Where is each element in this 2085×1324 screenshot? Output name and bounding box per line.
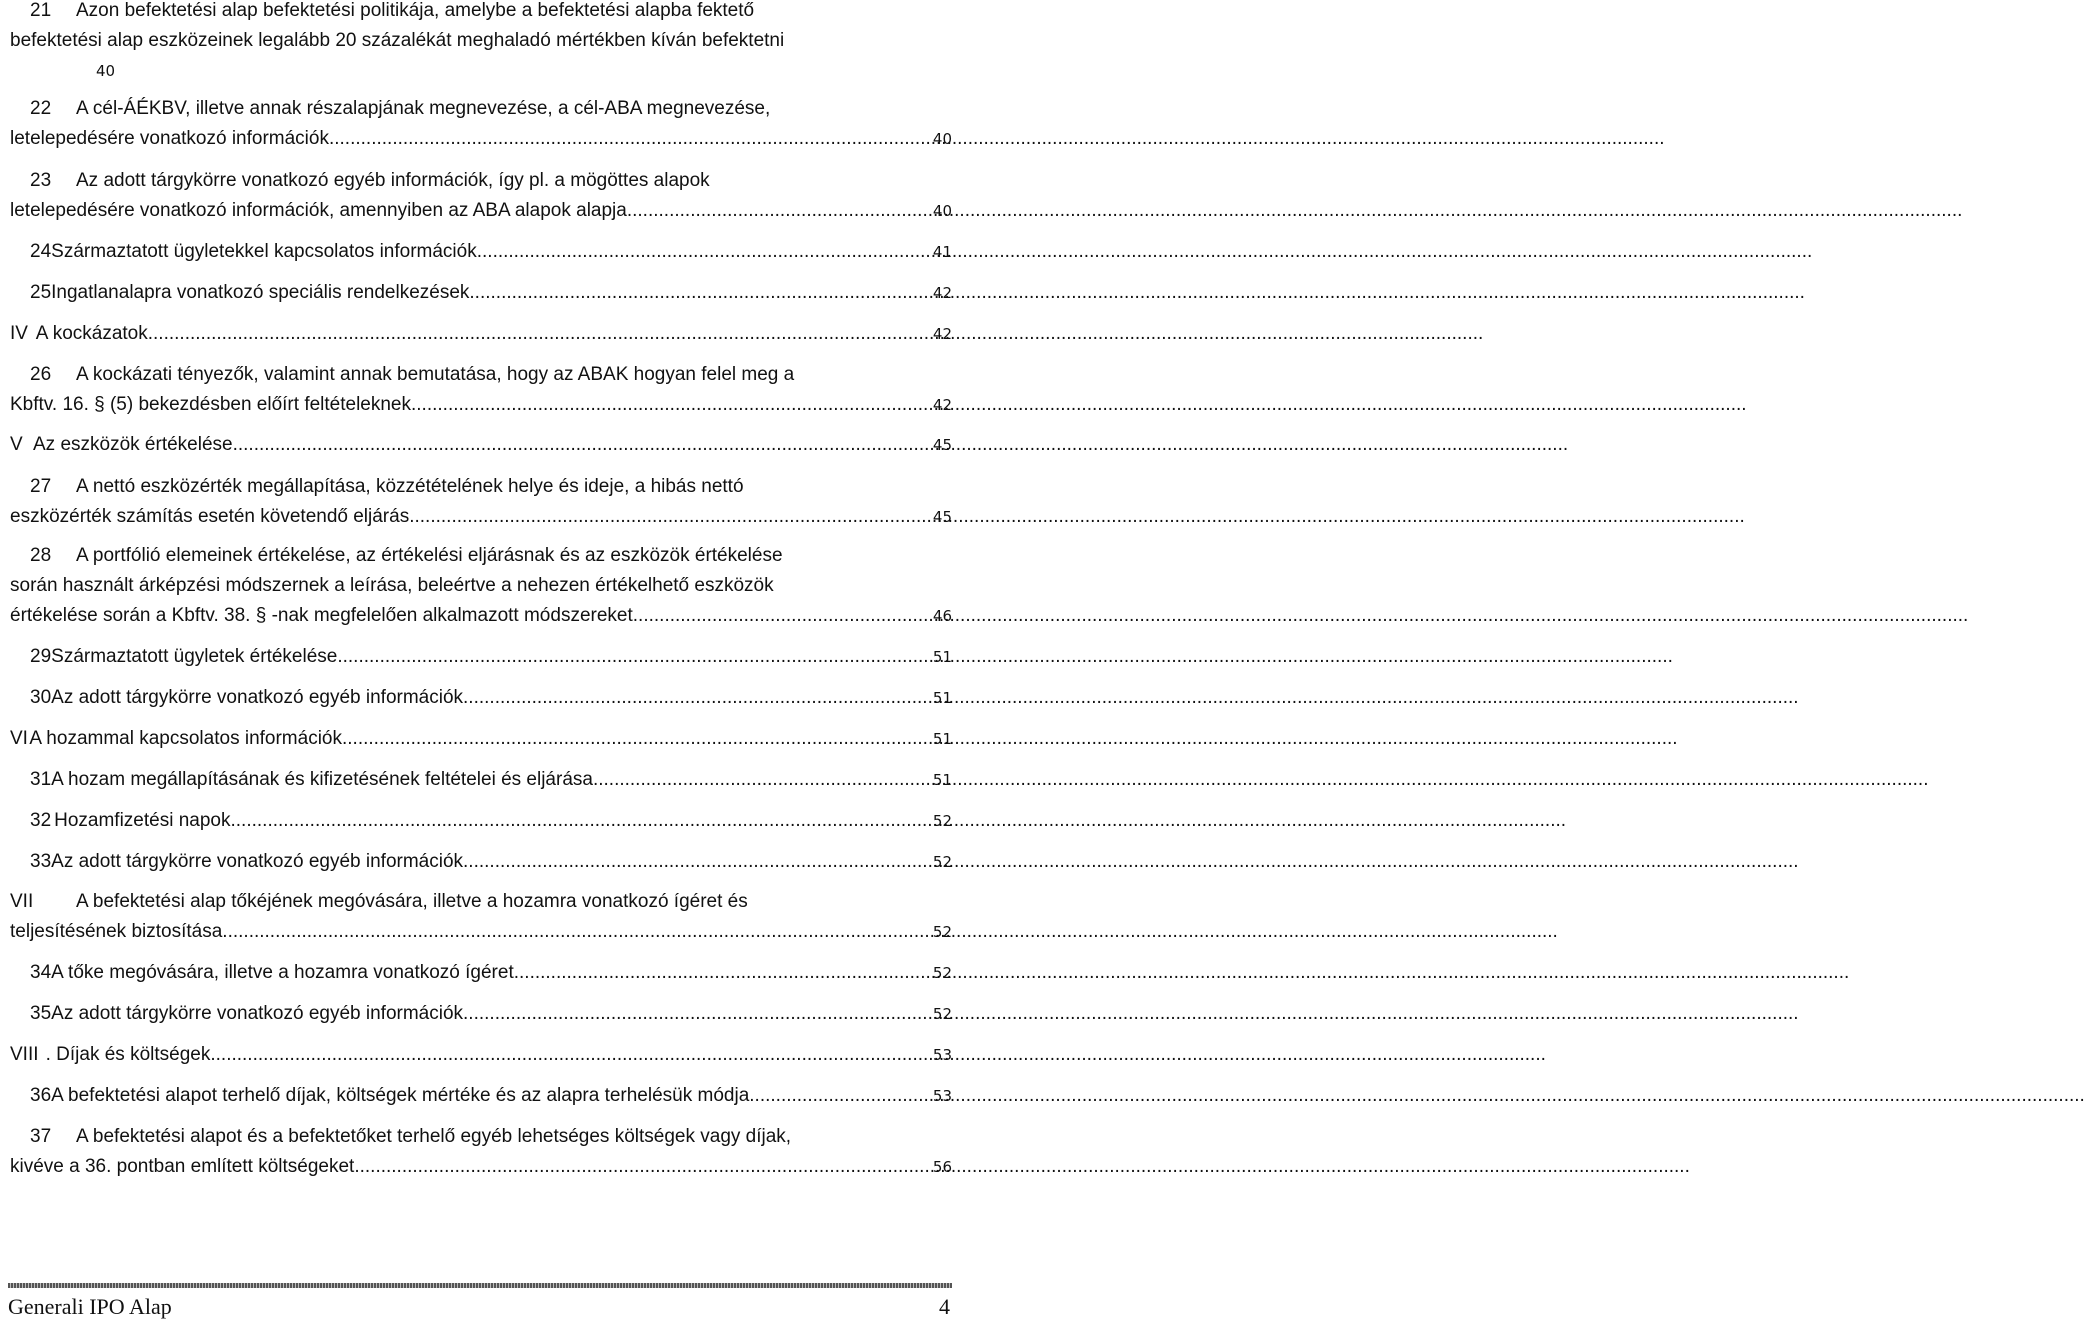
toc-page-number: 52 xyxy=(932,812,952,830)
toc-number: 30 xyxy=(30,687,52,708)
toc-section-VIII[interactable] xyxy=(10,1040,952,1070)
toc-title-continued: befektetési alap eszközeinek legalább 20 százalékát meghaladó mértékben kíván befektetni xyxy=(10,30,785,51)
toc-title: Az adott tárgykörre vonatkozó egyéb információk xyxy=(51,687,464,708)
dot-leader xyxy=(469,278,931,308)
dot-leader xyxy=(477,237,931,267)
toc-page-number: 53 xyxy=(932,1087,952,1105)
dot-leader xyxy=(633,601,931,631)
toc-number: 21 xyxy=(30,0,52,21)
toc-entry-28[interactable] xyxy=(10,541,952,631)
toc-section-VII[interactable] xyxy=(10,887,952,947)
toc-title-continued: Kbftv. 16. § (5) bekezdésben előírt feltételeknek xyxy=(10,394,411,415)
toc-page-number: 40 xyxy=(96,62,116,80)
dot-leader xyxy=(749,1081,931,1111)
toc-entry-23[interactable] xyxy=(10,166,952,226)
toc-title: Származtatott ügyletek értékelése xyxy=(51,646,338,667)
toc-page-number: 46 xyxy=(932,607,952,625)
toc-title: A hozam megállapításának és kifizetésének feltételei és eljárása xyxy=(51,769,593,790)
toc-page-number: 53 xyxy=(932,1046,952,1064)
dot-leader xyxy=(593,765,931,795)
dot-leader xyxy=(222,917,931,947)
dot-leader xyxy=(409,502,931,532)
toc-number: 37 xyxy=(30,1126,52,1147)
toc-entry-32[interactable] xyxy=(10,806,952,836)
toc-title: A hozammal kapcsolatos információk xyxy=(29,728,342,749)
dot-leader xyxy=(463,683,931,713)
toc-title: A tőke megóvására, illetve a hozamra vonatkozó ígéret xyxy=(51,962,514,983)
toc-page-number: 45 xyxy=(932,436,952,454)
dot-leader xyxy=(342,724,931,754)
toc-title: A nettó eszközérték megállapítása, közzétételének helye és ideje, a hibás nettó xyxy=(76,476,744,497)
toc-number: 35 xyxy=(30,1003,52,1024)
toc-title-continued: letelepedésére vonatkozó információk xyxy=(10,128,329,149)
toc-section-number: IV xyxy=(10,323,28,344)
toc-title: Azon befektetési alap befektetési politikája, amelybe a befektetési alapba fektető xyxy=(76,0,755,21)
toc-entry-36[interactable] xyxy=(10,1081,952,1111)
toc-page-number: 52 xyxy=(932,1005,952,1023)
toc-section-number: VII xyxy=(10,891,34,912)
toc-number: 33 xyxy=(30,851,52,872)
toc-title: Az adott tárgykörre vonatkozó egyéb információk xyxy=(51,851,464,872)
dot-leader xyxy=(210,1040,931,1070)
toc-number: 27 xyxy=(30,476,52,497)
toc-page-number: 40 xyxy=(932,130,952,148)
toc-entry-30[interactable] xyxy=(10,683,952,713)
toc-title: Hozamfizetési napok xyxy=(54,810,231,831)
toc-title-continued: kivéve a 36. pontban említett költségeket xyxy=(10,1156,355,1177)
toc-title: Az eszközök értékelése xyxy=(33,434,233,455)
toc-title: A befektetési alapot terhelő díjak, költségek mértéke és az alapra terhelésük módja xyxy=(51,1085,750,1106)
toc-title-continued: letelepedésére vonatkozó információk, amennyiben az ABA alapok alapja xyxy=(10,200,627,221)
toc-section-V[interactable] xyxy=(10,430,952,460)
toc-title: A kockázatok xyxy=(35,323,148,344)
toc-page-number: 41 xyxy=(932,243,952,261)
toc-title: Az adott tárgykörre vonatkozó egyéb információk, így pl. a mögöttes alapok xyxy=(76,170,710,191)
toc-page-number: 40 xyxy=(932,202,952,220)
toc-number: 34 xyxy=(30,962,52,983)
toc-entry-22[interactable] xyxy=(10,94,952,154)
dot-leader xyxy=(337,642,931,672)
toc-page-number: 51 xyxy=(932,730,952,748)
toc-title-continued: értékelése során a Kbftv. 38. § -nak megfelelően alkalmazott módszereket xyxy=(10,605,633,626)
toc-entry-24[interactable] xyxy=(10,237,952,267)
toc-title: A cél-ÁÉKBV, illetve annak részalapjának megnevezése, a cél-ABA megnevezése, xyxy=(76,98,771,119)
toc-title-continued: teljesítésének biztosítása xyxy=(10,921,223,942)
footer-divider xyxy=(8,1283,952,1288)
toc-number: 31 xyxy=(30,769,52,790)
dot-leader xyxy=(231,806,931,836)
toc-page-number: 52 xyxy=(932,853,952,871)
toc-title: . Díjak és költségek xyxy=(45,1044,211,1065)
toc-number: 25 xyxy=(30,282,52,303)
toc-entry-37[interactable] xyxy=(10,1122,952,1182)
toc-section-number: VIII xyxy=(10,1044,39,1065)
toc-page-number: 42 xyxy=(932,284,952,302)
dot-leader xyxy=(463,999,931,1029)
toc-title: A kockázati tényezők, valamint annak bemutatása, hogy az ABAK hogyan felel meg a xyxy=(76,364,795,385)
toc-page-number: 51 xyxy=(932,648,952,666)
dot-leader xyxy=(233,430,931,460)
toc-number: 22 xyxy=(30,98,52,119)
toc-page-number: 56 xyxy=(932,1158,952,1176)
dot-leader xyxy=(514,958,931,988)
toc-page-number: 51 xyxy=(932,689,952,707)
toc-number: 36 xyxy=(30,1085,52,1106)
toc-section-number: V xyxy=(10,434,23,455)
toc-page-number: 52 xyxy=(932,923,952,941)
toc-title-continued: eszközérték számítás esetén követendő eljárás xyxy=(10,506,410,527)
toc-title: Ingatlanalapra vonatkozó speciális rendelkezések xyxy=(51,282,470,303)
toc-title: Az adott tárgykörre vonatkozó egyéb információk xyxy=(51,1003,464,1024)
toc-page-number: 45 xyxy=(932,508,952,526)
toc-entry-34[interactable] xyxy=(10,958,952,988)
toc-title-continued: során használt árképzési módszernek a leírása, beleértve a nehezen értékelhető eszközök xyxy=(10,575,774,596)
toc-section-VI[interactable] xyxy=(10,724,952,754)
toc-section-number: VI xyxy=(10,728,28,749)
dot-leader xyxy=(148,319,931,349)
toc-number: 23 xyxy=(30,170,52,191)
toc-title: A portfólió elemeinek értékelése, az értékelési eljárásnak és az eszközök értékelése xyxy=(76,545,783,566)
toc-page-number: 42 xyxy=(932,396,952,414)
toc-entry-21[interactable] xyxy=(10,0,952,86)
toc-entry-26[interactable] xyxy=(10,360,952,420)
toc-entry-25[interactable] xyxy=(10,278,952,308)
toc-page-number: 42 xyxy=(932,325,952,343)
footer-page-number: 4 xyxy=(939,1294,950,1319)
toc-title: A befektetési alapot és a befektetőket terhelő egyéb lehetséges költségek vagy díjak, xyxy=(76,1126,792,1147)
footer-document-name: Generali IPO Alap xyxy=(8,1294,172,1319)
toc-number: 28 xyxy=(30,545,52,566)
dot-leader xyxy=(411,390,931,420)
toc-number: 32 xyxy=(30,810,52,831)
toc-number: 29 xyxy=(30,646,52,667)
toc-entry-29[interactable] xyxy=(10,642,952,672)
toc-number: 26 xyxy=(30,364,52,385)
toc-title: A befektetési alap tőkéjének megóvására, illetve a hozamra vonatkozó ígéret és xyxy=(76,891,748,912)
toc-title: Származtatott ügyletekkel kapcsolatos információk xyxy=(51,241,477,262)
toc-page-number: 51 xyxy=(932,771,952,789)
toc-section-IV[interactable] xyxy=(10,319,952,349)
dot-leader xyxy=(463,847,931,877)
toc-entry-33[interactable] xyxy=(10,847,952,877)
dot-leader xyxy=(627,196,931,226)
toc-number: 24 xyxy=(30,241,52,262)
toc-entry-35[interactable] xyxy=(10,999,952,1029)
dot-leader xyxy=(354,1152,931,1182)
dot-leader xyxy=(329,124,931,154)
toc-entry-27[interactable] xyxy=(10,472,952,532)
toc-entry-31[interactable] xyxy=(10,765,952,795)
toc-page-number: 52 xyxy=(932,964,952,982)
